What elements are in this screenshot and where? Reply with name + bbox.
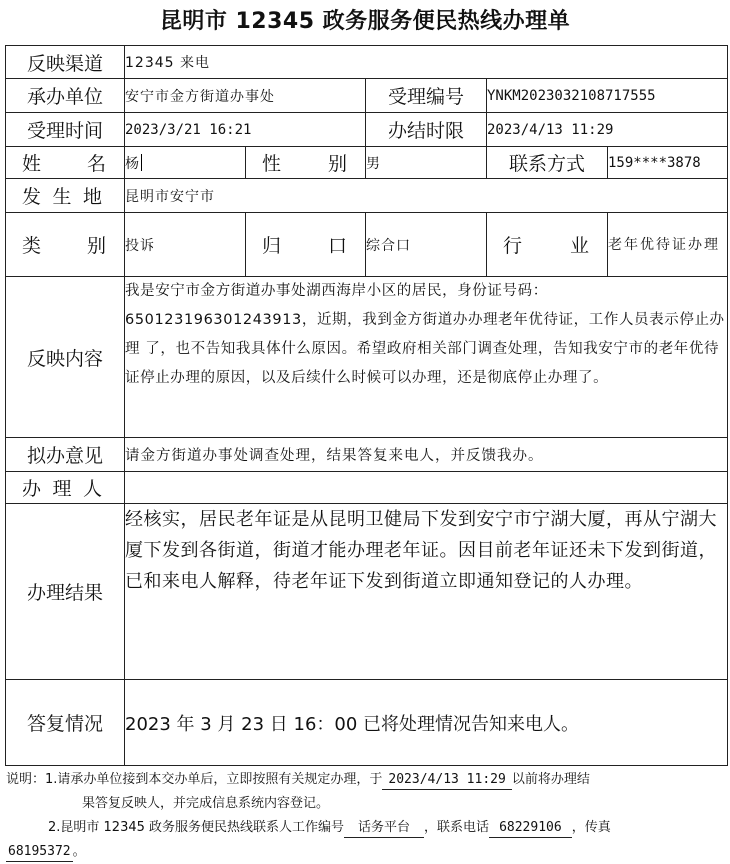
channel-value: 12345 来电 bbox=[125, 46, 728, 79]
accept-time-label: 受理时间 bbox=[6, 113, 125, 147]
belong-label: 归 口 bbox=[246, 213, 366, 277]
page-title: 昆明市 12345 政务服务便民热线办理单 bbox=[159, 9, 571, 34]
content-value: 我是安宁市金方街道办事处湖西海岸小区的居民，身份证号码：650123196301243913，近期，我到金方街道办办理老年优待证，工作人员表示停止办理 了，也不告知我具体什么原因。希望政府相关部门调查处理，告知我安宁市的老年优待证停止办理的原因，以及后续什么时候可以办理，还是彻底停止办理了。 bbox=[125, 277, 728, 438]
opinion-label: 拟办意见 bbox=[6, 438, 125, 472]
category-label: 类 别 bbox=[6, 213, 125, 277]
unit-label: 承办单位 bbox=[6, 79, 125, 113]
row-unit bbox=[6, 79, 728, 113]
name-label: 姓 名 bbox=[6, 147, 125, 179]
row-result bbox=[6, 504, 728, 680]
contact-value: 159****3878 bbox=[608, 147, 728, 179]
contact-label: 联系方式 bbox=[487, 147, 608, 179]
text-cursor bbox=[141, 154, 142, 171]
place-value: 昆明市安宁市 bbox=[125, 179, 728, 213]
industry-value: 老年优待证办理 bbox=[608, 213, 728, 277]
reply-label: 答复情况 bbox=[6, 680, 125, 766]
result-label: 办理结果 bbox=[6, 504, 125, 680]
row-person bbox=[6, 147, 728, 179]
note-2-line-2: 68195372 。 bbox=[6, 840, 726, 864]
notes-section bbox=[6, 768, 726, 864]
row-time bbox=[6, 113, 728, 147]
note-1-line-1: 说明：1.请承办单位接到本交办单后，立即按照有关规定办理，于 2023/4/13 11:29 以前将办理结 bbox=[6, 768, 726, 792]
deadline-value: 2023/4/13 11:29 bbox=[487, 113, 728, 147]
row-place bbox=[6, 179, 728, 213]
unit-value: 安宁市金方街道办事处 bbox=[125, 79, 366, 113]
row-reply bbox=[6, 680, 728, 766]
row-opinion bbox=[6, 438, 728, 472]
belong-value: 综合口 bbox=[366, 213, 487, 277]
note-worker-id: 话务平台 bbox=[344, 819, 424, 838]
case-id-label: 受理编号 bbox=[366, 79, 487, 113]
channel-label: 反映渠道 bbox=[6, 46, 125, 79]
hotline-form-table bbox=[5, 45, 728, 766]
note-fax: 68195372 bbox=[6, 843, 73, 862]
reply-value: 2023 年 3 月 23 日 16：00 已将处理情况告知来电人。 bbox=[125, 680, 728, 766]
content-label: 反映内容 bbox=[6, 277, 125, 438]
note-2-line-1: 2.昆明市 12345 政务服务便民热线联系人工作编号 话务平台 ，联系电话 68229106 ，传真 bbox=[6, 816, 726, 840]
case-id-value: YNKM2023032108717555 bbox=[487, 79, 728, 113]
note-phone: 68229106 bbox=[489, 819, 572, 838]
note-1-line-2: 果答复反映人，并完成信息系统内容登记。 bbox=[82, 796, 330, 811]
row-handler bbox=[6, 472, 728, 504]
handler-label: 办 理 人 bbox=[6, 472, 125, 504]
accept-time-value: 2023/3/21 16:21 bbox=[125, 113, 366, 147]
place-label: 发 生 地 bbox=[6, 179, 125, 213]
row-channel bbox=[6, 46, 728, 79]
gender-label: 性 别 bbox=[246, 147, 366, 179]
row-category bbox=[6, 213, 728, 277]
deadline-label: 办结时限 bbox=[366, 113, 487, 147]
gender-value: 男 bbox=[366, 147, 487, 179]
industry-label: 行 业 bbox=[487, 213, 608, 277]
row-content bbox=[6, 277, 728, 438]
note-deadline-date: 2023/4/13 11:29 bbox=[382, 771, 511, 790]
name-value: 杨 bbox=[125, 147, 246, 179]
opinion-value: 请金方街道办事处调查处理，结果答复来电人，并反馈我办。 bbox=[125, 438, 728, 472]
handler-value bbox=[125, 472, 728, 504]
category-value: 投诉 bbox=[125, 213, 246, 277]
result-value: 经核实，居民老年证是从昆明卫健局下发到安宁市宁湖大厦，再从宁湖大厦下发到各街道，街道才能办理老年证。因目前老年证还未下发到街道，已和来电人解释，待老年证下发到街道立即通知登记的人办理。 bbox=[125, 504, 728, 680]
